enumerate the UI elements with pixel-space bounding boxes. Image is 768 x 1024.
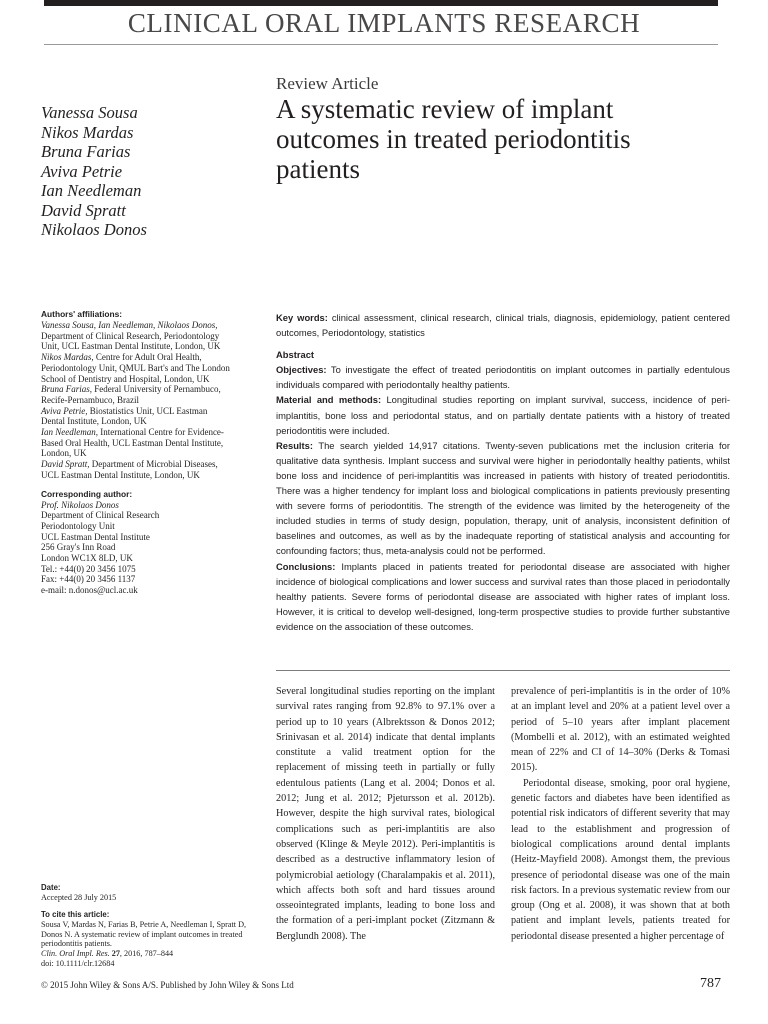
corresponding-line: Tel.: +44(0) 20 3456 1075 (41, 563, 136, 574)
article-dates-and-citation (41, 883, 266, 969)
citation-line: Sousa V, Mardas N, Farias B, Petrie A, Needleman I, Spratt D, (41, 919, 247, 929)
affiliation-line: Based Oral Health, UCL Eastman Dental Institute, (41, 437, 224, 448)
body-paragraph: Several longitudinal studies reporting on the implant survival rates ranging from 92.8% to 97.1% over a period up to 10 years (Albrektsson & Donos 2012; Srinivasan et al. 2014) indicate that dental implants constitute a valid treatment option for the replacement of missing teeth in partially or fully edentulous patients (Lang et al. 2004; Donos et al. 2012; Jung et al. 2012; Pjetursson et al. 2012b). However, despite the high survival rates, biological complications such as peri-implantitis are also observed (Klinge & Meyle 2012). Peri-implantitis is described as a destructive inflammatory lesion of polymicrobial aetiology (Charalampakis et al. 2011), which affects both soft and hard tissues around osseointegrated implants, leading to bone loss and the formation of a peri-implant pocket (Zitzmann & Berglundh 2008). The (276, 686, 495, 942)
journal-name: CLINICAL ORAL IMPLANTS RESEARCH (127, 8, 641, 38)
affiliation-line: Recife-Pernambuco, Brazil (41, 394, 139, 405)
date-heading: Date: (41, 883, 61, 892)
corresponding-line: London WC1X 8LD, UK (41, 553, 133, 564)
corresponding-heading: Corresponding author: (41, 488, 133, 499)
affiliation-line: Unit, UCL Eastman Dental Institute, London, UK (41, 341, 221, 352)
author: Nikolaos Donos (41, 220, 147, 239)
corresponding-email[interactable]: e-mail: n.donos@ucl.ac.uk (41, 585, 138, 596)
corresponding-line: Periodontology Unit (41, 520, 115, 531)
abstract-section (276, 310, 730, 634)
corresponding-name: Prof. Nikolaos Donos (41, 499, 119, 510)
affiliation-line: London, UK (41, 448, 87, 459)
body-column-right (511, 684, 730, 944)
article-type: Review Article (276, 74, 379, 93)
affiliation-line: Bruna Farias, Federal University of Pernambuco, (41, 384, 221, 395)
affiliation-line: David Spratt, Department of Microbial Diseases, (41, 459, 218, 470)
affiliation-line: Aviva Petrie, Biostatistics Unit, UCL Eastman (41, 405, 208, 416)
corresponding-line: UCL Eastman Dental Institute (41, 531, 150, 542)
top-bar (44, 0, 718, 6)
affiliation-line: Vanessa Sousa, Ian Needleman, Nikolaos Donos, (41, 320, 218, 330)
citation-doi[interactable]: doi: 10.1111/clr.12684 (41, 958, 115, 968)
body-paragraph: prevalence of peri-implantitis is in the order of 10% at an implant level and 20% at a patient level over a period of 5–10 years after implant placement (Mombelli et al. 2012), with an estimated weighted mean of 22% and CI of 14–30% (Derks & Tomasi 2015). (511, 686, 730, 774)
sidebar-metadata (41, 309, 266, 596)
body-column-left (276, 684, 495, 944)
affiliations-heading: Authors' affiliations: (41, 309, 123, 319)
article-title: A systematic review of implant outcomes in treated periodontitis patients (276, 94, 631, 184)
citation-heading: To cite this article: (41, 909, 110, 919)
copyright-notice: © 2015 John Wiley & Sons A/S. Published by John Wiley & Sons Ltd (41, 980, 294, 990)
page-number: 787 (700, 976, 721, 991)
accepted-date: Accepted 28 July 2015 (41, 893, 117, 902)
citation-journal: Clin. Oral Impl. Res. 27, 2016, 787–844 (41, 949, 174, 959)
affiliation-line: UCL Eastman Dental Institute, London, UK (41, 469, 200, 480)
affiliations-list (41, 320, 266, 481)
abstract-results: Results: The search yielded 14,917 citations. Twenty-seven publications met the inclusion criteria for qualitative data synthesis. Implant success and survival were higher in periodontally healthy patients, whilst bone loss and incidence of peri-implantitis was increased in patients with history of treated periodontitis. There was a higher tendency for implant loss and biological complications in patients previously presenting with severe forms of periodontitis. The strength of the evidence was limited by the heterogeneity of the included studies in terms of study design, population, therapy, unit of analysis, inconsistent definition of baselines and outcomes, as well as by the inadequate reporting of statistical analysis and accounting for confounding factors; thus, meta-analysis could not be performed. (276, 439, 730, 557)
author: Nikos Mardas (41, 122, 134, 142)
author: Vanessa Sousa (41, 103, 138, 122)
abstract-objectives: Objectives: To investigate the effect of treated periodontitis on implant outcomes in partially edentulous individuals compared with periodontally healthy patients. (276, 364, 730, 391)
affiliation-line: School of Dentistry and Hospital, London, UK (41, 373, 210, 384)
author: Ian Needleman (41, 181, 142, 200)
author: Aviva Petrie (41, 161, 123, 181)
affiliation-line: Periodontology Unit, QMUL Bart's and The London (41, 362, 230, 373)
affiliation-line: Nikos Mardas, Centre for Adult Oral Health, (41, 352, 202, 363)
affiliation-line: Department of Clinical Research, Periodontology (41, 330, 220, 341)
header-rule (44, 44, 718, 45)
author-list (41, 103, 261, 240)
keywords: Key words: clinical assessment, clinical research, clinical trials, diagnosis, epidemiology, patient centered outcomes, Periodontology, statistics (276, 312, 730, 339)
citation-line: periodontitis patients. (41, 939, 112, 949)
abstract-methods: Material and methods: Longitudinal studies reporting on implant survival, success, incidence of peri-implantitis, bone loss and periodontal status, and on partially dentate patients with a history of treated periodontitis were included. (276, 394, 730, 436)
abstract-conclusions: Conclusions: Implants placed in patients treated for periodontal disease are associated with higher incidence of biological complications and lower success and survival rates than those placed in periodontally healthy patients. Severe forms of periodontal disease are associated with higher rates of implant loss. However, it is critical to develop well-designed, long-term prospective studies to provide further substantive evidence on the association of these outcomes. (276, 560, 730, 632)
corresponding-line: 256 Gray's Inn Road (41, 542, 116, 553)
corresponding-line: Fax: +44(0) 20 3456 1137 (41, 574, 136, 585)
citation-line: Donos N. A systematic review of implant outcomes in treated (41, 929, 243, 939)
author: Bruna Farias (41, 142, 131, 161)
abstract-rule (276, 670, 730, 671)
abstract-heading: Abstract (276, 349, 315, 361)
author: David Spratt (41, 200, 126, 220)
body-paragraph: Periodontal disease, smoking, poor oral hygiene, genetic factors and diabetes have been identified as potential risk indicators of different severity that may lead to the establishment and progression of biological complications around dental implants (Heitz-Mayfield 2008). Amongst them, the previous presence of periodontal disease was one of the main risk factors. In a previous systematic review from our group (Ong et al. 2008), it was shown that at both patient and implant levels, patients treated for periodontal disease presented a higher percentage of (511, 777, 730, 942)
affiliation-line: Ian Needleman, International Centre for Evidence- (41, 427, 224, 438)
affiliation-line: Dental Institute, London, UK (41, 416, 147, 427)
corresponding-line: Department of Clinical Research (41, 510, 160, 521)
